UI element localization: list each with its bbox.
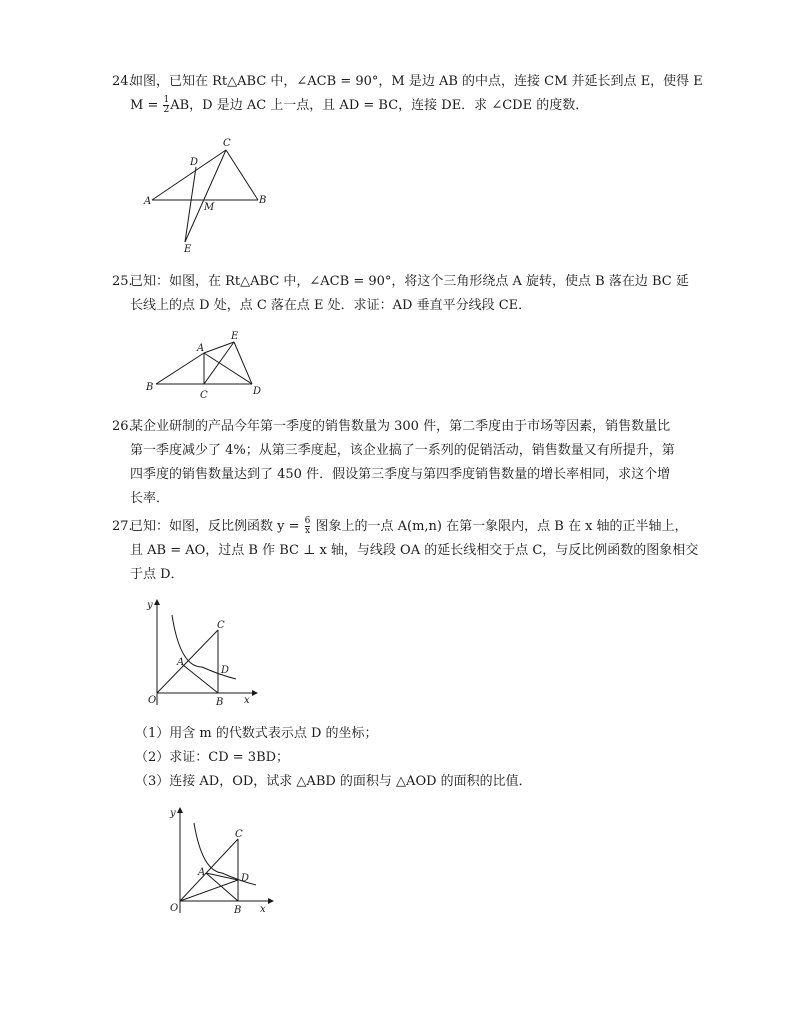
- label-A: A: [197, 343, 205, 354]
- y-axis-arrow-icon: [154, 599, 160, 605]
- question-number: 27.: [112, 519, 133, 534]
- question-number: 24.: [112, 74, 133, 89]
- x-axis-arrow-icon: [268, 898, 274, 904]
- x-axis-arrow-icon: [252, 690, 258, 696]
- question-24: [112, 70, 712, 118]
- label-C: C: [200, 390, 208, 400]
- label-B: B: [216, 697, 224, 708]
- question-number: 26.: [112, 419, 133, 434]
- label-D: D: [221, 665, 230, 676]
- figure-q27-b: [160, 805, 280, 920]
- fraction: $\frac{1}{2}$: [163, 95, 170, 115]
- label-D: D: [253, 386, 262, 397]
- question-27: [112, 515, 712, 587]
- label-E: E: [184, 244, 192, 254]
- question-text-line: 第一季度减少了 4%；从第三季度起，该企业搞了一系列的促销活动，销售数量又有所提升，第: [130, 443, 675, 458]
- label-O: O: [170, 903, 179, 914]
- label-A: A: [177, 657, 185, 668]
- question-text-line: 如图，已知在 Rt△ABC 中，∠ACB = 90°，M 是边 AB 的中点，连接 CM 并延长到点 E，使得 E: [130, 74, 703, 89]
- question-text-line: 长率．: [130, 491, 170, 506]
- question-number: 25.: [112, 274, 133, 289]
- question-text-line: M = $\frac{1}{2}$ AB，D 是边 AC 上一点，且 AD = BC，连接 DE．求 ∠CDE 的度数．: [130, 95, 589, 115]
- question-26: [112, 415, 712, 511]
- axis-label-x: x: [244, 695, 250, 706]
- label-E: E: [231, 331, 239, 342]
- label-D: D: [190, 157, 199, 168]
- label-O: O: [148, 695, 157, 706]
- axis-label-y: y: [170, 808, 176, 819]
- axis-label-y: y: [147, 600, 153, 611]
- label-M: M: [204, 202, 215, 213]
- label-C: C: [235, 829, 243, 840]
- label-C: C: [217, 620, 225, 631]
- question-25: [112, 270, 712, 318]
- question-text-line: 且 AB = AO，过点 B 作 BC ⊥ x 轴，与线段 OA 的延长线相交于点 C，与反比例函数的图象相交: [130, 543, 699, 558]
- subquestion-2: （2）求证：CD = 3BD；: [135, 750, 290, 765]
- figure-q24: [140, 132, 270, 254]
- question-text-line: 某企业研制的产品今年第一季度的销售数量为 300 件，第二季度由于市场等因素，销售数量比: [130, 419, 671, 434]
- subquestion-1: （1）用含 m 的代数式表示点 D 的坐标；: [135, 726, 378, 741]
- label-C: C: [223, 138, 231, 149]
- label-B: B: [146, 382, 154, 393]
- axis-label-x: x: [260, 904, 266, 915]
- question-text-line: 长线上的点 D 处，点 C 落在点 E 处．求证：AD 垂直平分线段 CE．: [130, 298, 532, 313]
- question-text-line: 于点 D．: [130, 567, 184, 582]
- question-text-line: 四季度的销售数量达到了 450 件．假设第三季度与第四季度销售数量的增长率相同，求这个增: [130, 467, 671, 482]
- question-text-line: 已知：如图，反比例函数 y = $\frac{6}{x}$ 图象上的一点 A(m,n) 在第一象限内，点 B 在 x 轴的正半轴上，: [130, 516, 688, 536]
- label-B: B: [259, 195, 267, 206]
- figure-q27-a: [140, 597, 260, 712]
- subquestion-3: （3）连接 AD，OD，试求 △ABD 的面积与 △AOD 的面积的比值．: [135, 774, 532, 789]
- label-A: A: [198, 867, 206, 878]
- label-D: D: [241, 873, 250, 884]
- label-B: B: [234, 905, 242, 916]
- label-A: A: [144, 196, 152, 207]
- fraction: $\frac{6}{x}$: [304, 516, 311, 536]
- figure-q25: [142, 328, 272, 400]
- question-text-line: 已知：如图，在 Rt△ABC 中，∠ACB = 90°，将这个三角形绕点 A 旋转，使点 B 落在边 BC 延: [130, 274, 689, 289]
- y-axis-arrow-icon: [177, 807, 183, 813]
